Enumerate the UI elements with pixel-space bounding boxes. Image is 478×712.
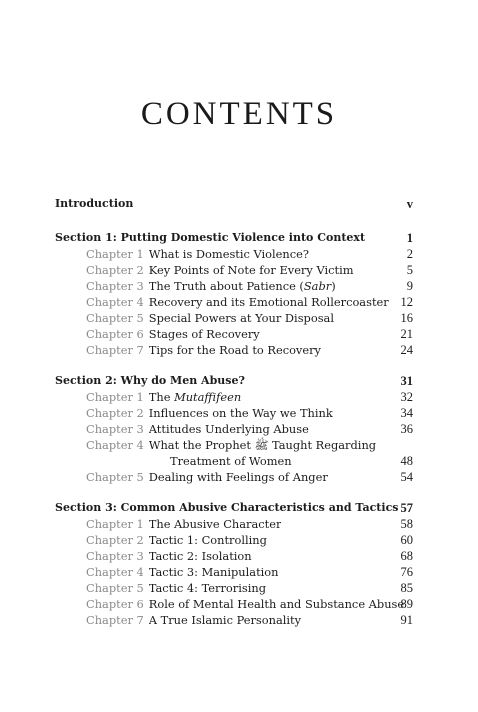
toc-chapter[interactable] [55, 405, 413, 421]
chapter-label: Chapter 4 [86, 295, 144, 309]
chapter-title: Tactic 4: Terrorising [148, 581, 266, 595]
chapter-label: Chapter 7 [86, 343, 144, 357]
chapter-label: Chapter 6 [86, 327, 144, 341]
section-title: Why do Men Abuse? [120, 374, 245, 387]
section-label: Section 1: [55, 231, 117, 244]
chapter-label: Chapter 5 [86, 581, 144, 595]
section-title: Putting Domestic Violence into Context [120, 231, 366, 244]
toc-chapter[interactable] [55, 310, 413, 326]
toc-introduction[interactable] [55, 196, 413, 212]
chapter-title: The Truth about Patience (Sabr) [148, 279, 336, 293]
page-number: 34 [400, 406, 413, 420]
chapter-title: A True Islamic Personality [148, 613, 302, 627]
page-number: v [406, 197, 413, 211]
chapter-title: Attitudes Underlying Abuse [148, 422, 309, 436]
page-number: 60 [400, 533, 413, 547]
chapter-title: Tactic 3: Manipulation [148, 565, 279, 579]
chapter-title: Role of Mental Health and Substance Abuse [148, 597, 405, 611]
toc-chapter[interactable] [55, 342, 413, 358]
toc-section-2[interactable] [55, 373, 413, 389]
page-number: 32 [400, 390, 413, 404]
toc-chapter[interactable] [55, 326, 413, 342]
chapter-label: Chapter 3 [86, 279, 144, 293]
toc-chapter[interactable] [55, 532, 413, 548]
page-number: 5 [406, 263, 413, 277]
page-number: 1 [406, 231, 413, 245]
page-number: 91 [400, 613, 413, 627]
toc-chapter[interactable] [55, 612, 413, 628]
section-label: Section 2: [55, 374, 117, 387]
chapter-label: Chapter 5 [86, 311, 144, 325]
page-number: 9 [406, 279, 413, 293]
page-number: 68 [400, 549, 413, 563]
page-title: CONTENTS [140, 96, 338, 132]
page-number: 12 [400, 295, 413, 309]
chapter-label: Chapter 2 [86, 263, 144, 277]
chapter-label: Chapter 1 [86, 390, 144, 404]
chapter-label: Chapter 7 [86, 613, 144, 627]
page-number: 89 [400, 597, 413, 611]
page-number: 24 [400, 343, 413, 357]
chapter-title: Stages of Recovery [148, 327, 260, 341]
chapter-label: Chapter 3 [86, 422, 144, 436]
toc-chapter[interactable] [55, 389, 413, 405]
toc-chapter[interactable] [55, 580, 413, 596]
chapter-label: Chapter 3 [86, 549, 144, 563]
chapter-title: Key Points of Note for Every Victim [148, 263, 354, 277]
chapter-label: Chapter 1 [86, 247, 144, 261]
toc-introduction-label: Introduction [55, 197, 134, 210]
chapter-title-continued: Treatment of Women [170, 454, 292, 468]
chapter-title: Tactic 1: Controlling [148, 533, 267, 547]
chapter-title: Dealing with Feelings of Anger [148, 470, 328, 484]
toc-chapter[interactable] [55, 516, 413, 532]
page-number: 57 [400, 501, 413, 515]
chapter-title: What is Domestic Violence? [148, 247, 309, 261]
toc-section-3[interactable] [55, 500, 413, 516]
section-title: Common Abusive Characteristics and Tactics [120, 501, 399, 514]
section-label: Section 3: [55, 501, 117, 514]
page-number: 85 [400, 581, 413, 595]
toc-chapter[interactable] [55, 596, 413, 612]
toc-chapter-continued[interactable] [55, 453, 413, 469]
chapter-label: Chapter 6 [86, 597, 144, 611]
toc-chapter[interactable] [55, 548, 413, 564]
chapter-label: Chapter 4 [86, 565, 144, 579]
chapter-title: Special Powers at Your Disposal [148, 311, 334, 325]
table-of-contents [55, 196, 413, 628]
chapter-title: Tactic 2: Isolation [148, 549, 252, 563]
toc-chapter[interactable] [55, 437, 413, 453]
toc-section-1[interactable] [55, 230, 413, 246]
toc-chapter[interactable] [55, 469, 413, 485]
toc-chapter[interactable] [55, 246, 413, 262]
toc-chapter[interactable] [55, 564, 413, 580]
toc-chapter[interactable] [55, 278, 413, 294]
chapter-label: Chapter 2 [86, 533, 144, 547]
chapter-title: Tips for the Road to Recovery [148, 343, 321, 357]
chapter-title: The Abusive Character [148, 517, 282, 531]
page-number: 36 [400, 422, 413, 436]
page-number: 58 [400, 517, 413, 531]
page-number: 54 [400, 470, 413, 484]
toc-chapter[interactable] [55, 262, 413, 278]
chapter-label: Chapter 1 [86, 517, 144, 531]
toc-chapter[interactable] [55, 421, 413, 437]
chapter-title: Recovery and its Emotional Rollercoaster [148, 295, 389, 309]
chapter-title: The Mutaffifeen [148, 390, 242, 404]
chapter-label: Chapter 5 [86, 470, 144, 484]
chapter-title: What the Prophet ﷺ Taught Regarding [148, 438, 377, 452]
chapter-label: Chapter 4 [86, 438, 144, 452]
chapter-label: Chapter 2 [86, 406, 144, 420]
page-number: 48 [400, 454, 413, 468]
page-number: 16 [400, 311, 413, 325]
chapter-title: Influences on the Way we Think [148, 406, 333, 420]
page-number: 31 [400, 374, 413, 388]
page-number: 21 [400, 327, 413, 341]
page-number: 2 [406, 247, 413, 261]
page-number: 76 [400, 565, 413, 579]
toc-chapter[interactable] [55, 294, 413, 310]
